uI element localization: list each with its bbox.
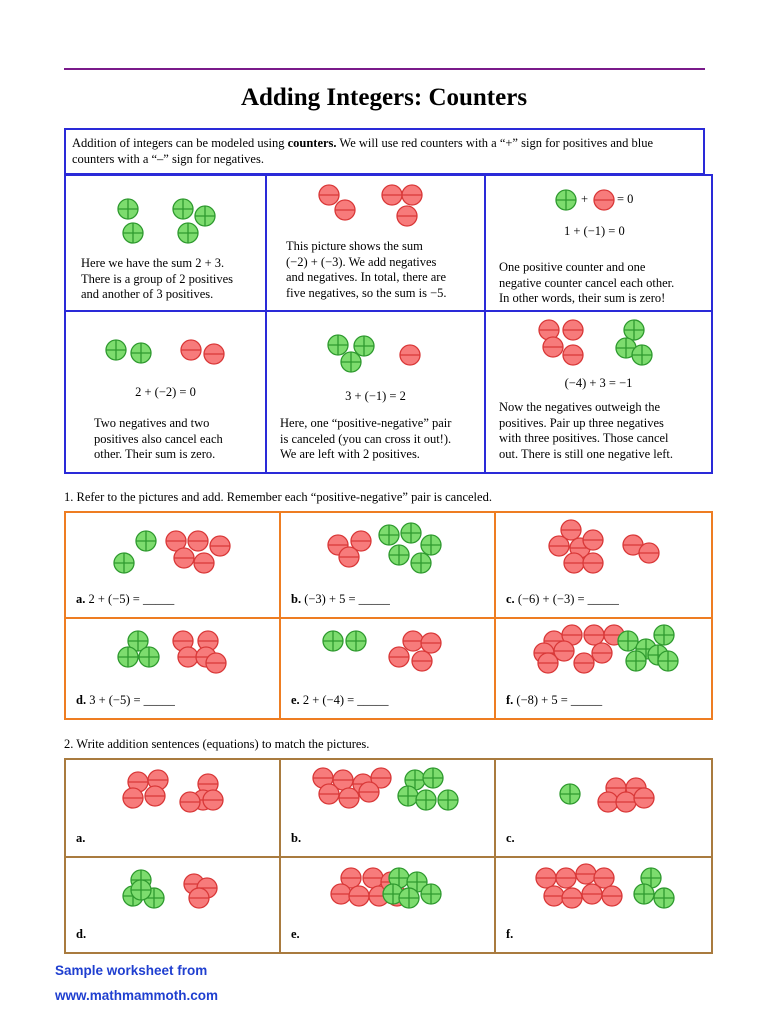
positive-counter-icon [618, 631, 638, 651]
positive-counter-icon [398, 786, 418, 806]
negative-counter-icon [616, 792, 636, 812]
negative-counter-icon [556, 868, 576, 888]
example-3-line-1: One positive counter and one [499, 260, 646, 274]
exercise-2e-cell [281, 858, 494, 952]
positive-counter-icon [389, 545, 409, 565]
example-6-text [499, 400, 673, 462]
intro-text [72, 136, 698, 167]
exercise-2-grid [64, 758, 713, 954]
exercise-1f-letter: f. [506, 693, 514, 707]
example-1-text [81, 256, 233, 303]
exercise-2f-label[interactable] [506, 927, 513, 942]
exercise-2d-label[interactable] [76, 927, 86, 942]
example-2-line-4: five negatives, so the sum is −5. [286, 285, 447, 300]
exercise-2d-cell [66, 858, 279, 952]
negative-counter-icon [563, 320, 583, 340]
positive-counter-icon [416, 790, 436, 810]
exercise-1f-cell [496, 619, 711, 718]
exercise-1e-cell [281, 619, 494, 718]
exercise-2a-letter: a. [76, 831, 86, 845]
example-6-line-4: out. There is still one negative left. [499, 446, 674, 461]
negative-counter-icon [194, 553, 214, 573]
exercise-1c-letter: c. [506, 592, 515, 606]
exercise-1f-expression: (−8) + 5 = _____ [513, 693, 603, 707]
positive-counter-icon [421, 535, 441, 555]
positive-counter-icon [354, 336, 374, 356]
exercise-2b-label[interactable] [291, 831, 301, 846]
negative-counter-icon [189, 888, 209, 908]
positive-counter-icon [411, 553, 431, 573]
positive-counter-icon [421, 884, 441, 904]
intro-text-part2: We will use red counters with a “+” sign for positives and blue counters with a “–” sign for negatives. [72, 136, 654, 166]
negative-counter-icon [562, 888, 582, 908]
exercise-1e-problem[interactable] [291, 693, 389, 708]
intro-text-part1: Addition of integers can be modeled using [72, 136, 288, 150]
positive-counter-icon [438, 790, 458, 810]
negative-counter-icon [549, 536, 569, 556]
negative-counter-icon [544, 886, 564, 906]
positive-counter-icon [556, 190, 576, 210]
exercise-1b-problem[interactable] [291, 592, 390, 607]
negative-counter-icon [583, 553, 603, 573]
positive-counter-icon [341, 352, 361, 372]
example-5-line-1: Here, one “positive-negative” pair [280, 416, 452, 430]
positive-counter-icon [131, 880, 151, 900]
exercise-1b-cell [281, 513, 494, 617]
example-4-text [94, 416, 223, 463]
negative-counter-icon [592, 643, 612, 663]
example-4-equation: 2 + (−2) = 0 [135, 385, 196, 399]
negative-counter-icon [403, 631, 423, 651]
example-1-line-1: Here we have the sum 2 + 3. [81, 256, 225, 270]
exercise-2b-counters [281, 760, 494, 858]
exercise-2e-counters [281, 858, 494, 954]
negative-counter-icon [349, 886, 369, 906]
negative-counter-icon [319, 185, 339, 205]
positive-counter-icon [323, 631, 343, 651]
positive-counter-icon [328, 335, 348, 355]
example-5-text [280, 416, 451, 463]
example-cell-3 [486, 176, 711, 310]
negative-counter-icon [639, 543, 659, 563]
example-3-equation-2: 1 + (−1) = 0 [564, 224, 625, 238]
example-cell-2 [267, 176, 484, 310]
positive-counter-icon [624, 320, 644, 340]
exercise-1c-cell [496, 513, 711, 617]
negative-counter-icon [397, 206, 417, 226]
exercise-2a-cell [66, 760, 279, 856]
example-5-line-3: We are left with 2 positives. [280, 447, 420, 461]
example-4-line-3: other. Their sum is zero. [94, 447, 216, 461]
exercise-1d-expression: 3 + (−5) = _____ [86, 693, 175, 707]
negative-counter-icon [576, 864, 596, 884]
exercise-1d-problem[interactable] [76, 693, 175, 708]
positive-counter-icon [401, 523, 421, 543]
negative-counter-icon [582, 884, 602, 904]
example-2-text [286, 239, 447, 301]
footer-url[interactable]: www.mathmammoth.com [55, 988, 219, 1003]
exercise-2d-letter: d. [76, 927, 87, 941]
example-5-line-2: is canceled (you can cross it out!). [280, 431, 452, 446]
exercise-2b-cell [281, 760, 494, 856]
exercise-2f-letter: f. [506, 927, 514, 941]
example-3-line-2: negative counter cancel each other. [499, 275, 675, 290]
negative-counter-icon [331, 884, 351, 904]
footer-line-1: Sample worksheet from [55, 963, 208, 978]
negative-counter-icon [335, 200, 355, 220]
example-3-equation-1: = 0 [617, 192, 634, 206]
negative-counter-icon [563, 345, 583, 365]
example-4-line-2: positives also cancel each [94, 431, 223, 446]
negative-counter-icon [602, 886, 622, 906]
exercise-1b-letter: b. [291, 592, 302, 606]
intro-box [64, 128, 705, 175]
example-6-line-3: with three positives. Those cancel [499, 431, 669, 445]
positive-counter-icon [654, 625, 674, 645]
negative-counter-icon [536, 868, 556, 888]
exercise-2a-label[interactable] [76, 831, 85, 846]
positive-counter-icon [346, 631, 366, 651]
example-3-plus: + [581, 192, 589, 206]
positive-counter-icon [173, 199, 193, 219]
negative-counter-icon [538, 653, 558, 673]
exercise-1c-problem[interactable] [506, 592, 619, 607]
negative-counter-icon [583, 530, 603, 550]
negative-counter-icon [123, 788, 143, 808]
exercise-1e-expression: 2 + (−4) = _____ [299, 693, 389, 707]
exercise-1f-problem[interactable] [506, 693, 602, 708]
title-rule [64, 68, 705, 70]
negative-counter-icon [400, 345, 420, 365]
negative-counter-icon [206, 653, 226, 673]
negative-counter-icon [339, 547, 359, 567]
negative-counter-icon [188, 531, 208, 551]
negative-counter-icon [598, 792, 618, 812]
negative-counter-icon [359, 782, 379, 802]
positive-counter-icon [632, 345, 652, 365]
positive-counter-icon [399, 888, 419, 908]
positive-counter-icon [123, 223, 143, 243]
negative-counter-icon [584, 625, 604, 645]
exercise-2c-counters [496, 760, 711, 858]
example-3-text [499, 260, 674, 307]
example-2-line-2: (−2) + (−3). We add negatives [286, 254, 437, 269]
exercise-2c-cell [496, 760, 711, 856]
negative-counter-icon [210, 536, 230, 556]
page-title: Adding Integers: Counters [240, 84, 528, 111]
negative-counter-icon [564, 553, 584, 573]
example-1-line-2: There is a group of 2 positives [81, 271, 234, 286]
negative-counter-icon [319, 784, 339, 804]
exercise-2-instruction: 2. Write addition sentences (equations) to match the pictures. [64, 737, 370, 751]
positive-counter-icon [654, 888, 674, 908]
positive-counter-icon [106, 340, 126, 360]
exercise-1a-cell [66, 513, 279, 617]
positive-counter-icon [178, 223, 198, 243]
positive-counter-icon [139, 647, 159, 667]
negative-counter-icon [180, 792, 200, 812]
positive-counter-icon [114, 553, 134, 573]
negative-counter-icon [178, 647, 198, 667]
example-cell-6 [486, 312, 711, 472]
exercise-1d-letter: d. [76, 693, 87, 707]
exercise-1a-problem[interactable] [76, 592, 174, 607]
exercise-1d-cell [66, 619, 279, 718]
positive-counter-icon [626, 651, 646, 671]
negative-counter-icon [412, 651, 432, 671]
example-2-line-3: and negatives. In total, there are [286, 270, 446, 284]
exercise-2b-letter: b. [291, 831, 302, 845]
positive-counter-icon [118, 199, 138, 219]
exercise-2c-label[interactable] [506, 831, 515, 846]
positive-counter-icon [658, 651, 678, 671]
positive-counter-icon [136, 531, 156, 551]
exercise-2f-counters [496, 858, 711, 954]
example-cell-1 [66, 176, 265, 310]
negative-counter-icon [145, 786, 165, 806]
example-6-line-1: Now the negatives outweigh the [499, 400, 661, 414]
example-4-line-1: Two negatives and two [94, 416, 210, 430]
exercise-1e-letter: e. [291, 693, 300, 707]
exercise-2c-letter: c. [506, 831, 515, 845]
exercise-2d-counters [66, 858, 279, 954]
negative-counter-icon [203, 790, 223, 810]
exercise-1-grid [64, 511, 713, 720]
exercise-1a-letter: a. [76, 592, 86, 606]
positive-counter-icon [131, 343, 151, 363]
negative-counter-icon [594, 190, 614, 210]
negative-counter-icon [363, 868, 383, 888]
negative-counter-icon [181, 340, 201, 360]
negative-counter-icon [204, 344, 224, 364]
example-3-line-3: In other words, their sum is zero! [499, 291, 666, 305]
example-6-line-2: positives. Pair up three negatives [499, 415, 664, 430]
exercise-2e-label[interactable] [291, 927, 300, 942]
exercise-2e-letter: e. [291, 927, 300, 941]
exercise-1b-expression: (−3) + 5 = _____ [301, 592, 390, 606]
negative-counter-icon [389, 647, 409, 667]
positive-counter-icon [423, 768, 443, 788]
negative-counter-icon [574, 653, 594, 673]
negative-counter-icon [174, 548, 194, 568]
positive-counter-icon [118, 647, 138, 667]
positive-counter-icon [634, 884, 654, 904]
example-1-line-3: and another of 3 positives. [81, 287, 214, 301]
intro-text-bold: counters. [287, 136, 337, 150]
negative-counter-icon [543, 337, 563, 357]
exercise-1c-expression: (−6) + (−3) = _____ [514, 592, 619, 606]
example-2-line-1: This picture shows the sum [286, 239, 423, 253]
positive-counter-icon [195, 206, 215, 226]
negative-counter-icon [382, 185, 402, 205]
negative-counter-icon [339, 788, 359, 808]
example-5-equation: 3 + (−1) = 2 [345, 389, 406, 403]
exercise-2a-counters [66, 760, 279, 858]
negative-counter-icon [634, 788, 654, 808]
negative-counter-icon [402, 185, 422, 205]
positive-counter-icon [379, 525, 399, 545]
example-cell-5 [267, 312, 484, 472]
exercise-1a-expression: 2 + (−5) = _____ [85, 592, 175, 606]
examples-grid [64, 174, 713, 474]
exercise-1-instruction: 1. Refer to the pictures and add. Remember each “positive-negative” pair is canceled. [64, 490, 492, 504]
exercise-2f-cell [496, 858, 711, 952]
negative-counter-icon [421, 633, 441, 653]
example-cell-4 [66, 312, 265, 472]
positive-counter-icon [560, 784, 580, 804]
example-6-equation: (−4) + 3 = −1 [564, 376, 633, 390]
